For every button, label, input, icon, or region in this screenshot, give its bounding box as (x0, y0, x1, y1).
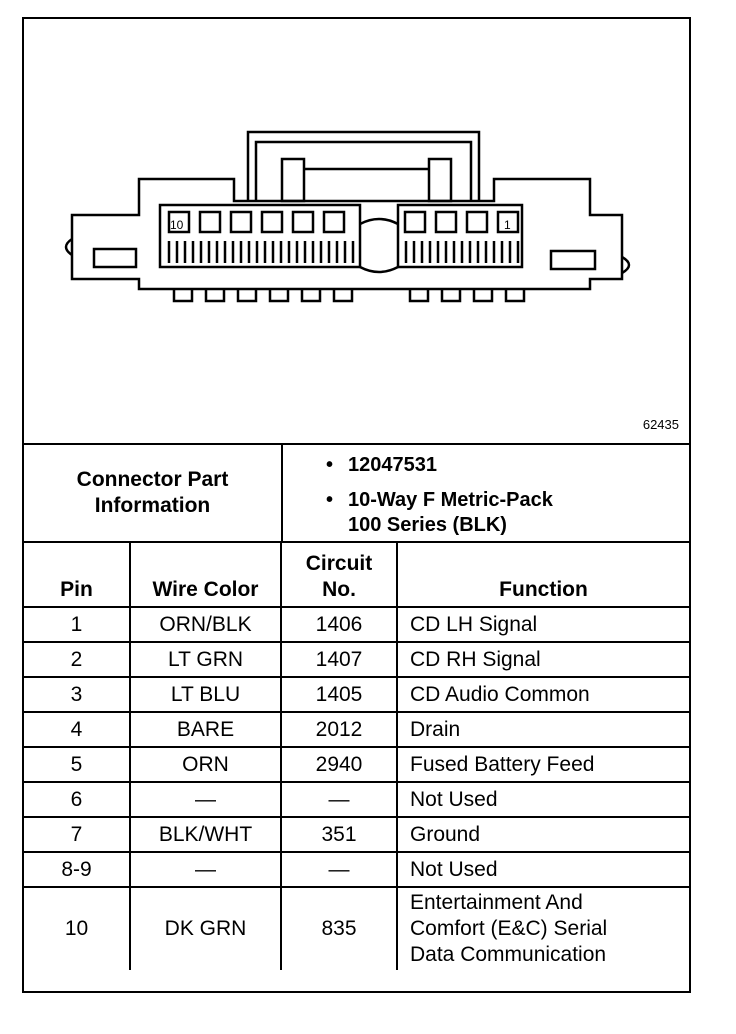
wire-color-cell: BLK/WHT (130, 817, 281, 852)
function-cell: Not Used (397, 852, 689, 887)
circuit-cell: 351 (281, 817, 397, 852)
header-circuit-line2: No. (322, 578, 356, 601)
function-cell: Entertainment And Comfort (E&C) Serial Data Communication (397, 887, 689, 970)
function-cell: Ground (397, 817, 689, 852)
pin-cell: 8-9 (24, 852, 130, 887)
function-cell: Drain (397, 712, 689, 747)
wire-color-cell: ORN/BLK (130, 607, 281, 642)
figure-number: 62435 (642, 417, 679, 432)
bullet-icon: • (326, 454, 334, 476)
table-row (24, 677, 689, 712)
table-row (24, 642, 689, 677)
header-wire-color: Wire Color (130, 543, 281, 607)
bullet-icon: • (326, 489, 334, 511)
header-pin: Pin (24, 543, 130, 607)
table-row (24, 747, 689, 782)
pin-1-label: 1 (504, 218, 511, 232)
function-cell: CD LH Signal (397, 607, 689, 642)
header-function: Function (397, 543, 689, 607)
connector-info-section (24, 445, 689, 541)
pin-cell: 3 (24, 677, 130, 712)
connector-info-details (326, 453, 553, 538)
table-row (24, 607, 689, 642)
wire-color-cell: DK GRN (130, 887, 281, 970)
pin-cell: 5 (24, 747, 130, 782)
circuit-cell: 1406 (281, 607, 397, 642)
pin-cell: 1 (24, 607, 130, 642)
function-cell: CD RH Signal (397, 642, 689, 677)
circuit-cell: 2940 (281, 747, 397, 782)
circuit-cell: 1405 (281, 677, 397, 712)
connector-type: 10-Way F Metric-Pack (348, 489, 553, 511)
pin-10-label: 10 (170, 218, 184, 232)
pin-cell: 4 (24, 712, 130, 747)
circuit-cell: 835 (281, 887, 397, 970)
wire-color-cell: LT GRN (130, 642, 281, 677)
header-circuit-line1: Circuit (305, 552, 373, 575)
wire-color-cell: ORN (130, 747, 281, 782)
function-cell: CD Audio Common (397, 677, 689, 712)
pin-cell: 6 (24, 782, 130, 817)
circuit-cell: 2012 (281, 712, 397, 747)
document-frame (22, 17, 691, 993)
wire-color-cell: — (130, 782, 281, 817)
connector-drawing (24, 19, 689, 443)
circuit-cell: — (281, 852, 397, 887)
table-row (24, 782, 689, 817)
table-row (24, 712, 689, 747)
wire-color-cell: LT BLU (130, 677, 281, 712)
table-row (24, 852, 689, 887)
connector-series: 100 Series (BLK) (348, 514, 507, 536)
function-cell: Fused Battery Feed (397, 747, 689, 782)
table-header-row (24, 543, 689, 607)
wire-color-cell: — (130, 852, 281, 887)
pin-cell: 10 (24, 887, 130, 970)
connector-info-label: Connector Part Information (76, 468, 229, 517)
table-row (24, 887, 689, 970)
header-circuit-no (281, 543, 397, 607)
part-number: 12047531 (348, 454, 437, 476)
function-cell: Not Used (397, 782, 689, 817)
connector-illustration (24, 19, 689, 443)
circuit-cell: 1407 (281, 642, 397, 677)
table-row (24, 817, 689, 852)
circuit-cell: — (281, 782, 397, 817)
wire-color-cell: BARE (130, 712, 281, 747)
pin-cell: 7 (24, 817, 130, 852)
pin-cell: 2 (24, 642, 130, 677)
info-divider (281, 445, 283, 541)
pinout-table (24, 543, 689, 970)
